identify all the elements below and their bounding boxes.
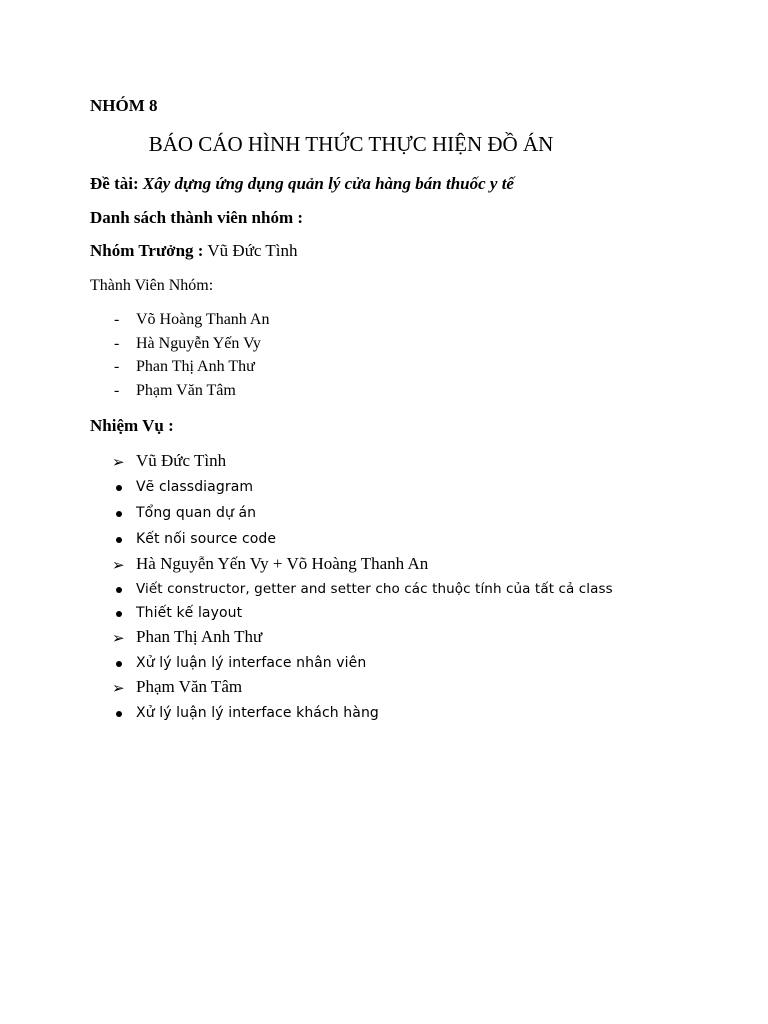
task-item: Thiết kế layout [136,605,243,621]
task-assignee: Vũ Đức Tình [136,451,227,470]
task-item: Tổng quan dự án [136,505,257,521]
member-name: Phan Thị Anh Thư [136,358,255,375]
bullet-icon [116,537,122,543]
bullet-icon [116,611,122,617]
bullet-icon [116,711,122,717]
task-item: Vẽ classdiagram [136,479,254,495]
members-label: Thành Viên Nhóm: [90,277,214,294]
task-assignee: Phạm Văn Tâm [136,677,243,696]
arrow-icon: ➢ [112,629,125,647]
task-assignee: Hà Nguyễn Yến Vy + Võ Hoàng Thanh An [136,554,429,573]
leader-line [90,241,298,261]
task-item: Xử lý luận lý interface khách hàng [136,705,379,721]
task-item: Viết constructor, getter and setter cho các thuộc tính của tất cả class [136,581,613,597]
member-name: Võ Hoàng Thanh An [136,311,270,328]
group-heading: NHÓM 8 [90,96,158,115]
topic-line [90,174,514,194]
leader-label: Nhóm Trưởng : [90,241,204,260]
task-item: Xử lý luận lý interface nhân viên [136,655,367,671]
arrow-icon: ➢ [112,679,125,697]
list-dash: - [114,358,120,375]
arrow-icon: ➢ [112,556,125,574]
topic-value: Xây dựng ứng dụng quản lý cửa hàng bán thuốc y tế [142,174,514,193]
arrow-icon: ➢ [112,453,125,471]
list-dash: - [114,311,120,328]
member-name: Hà Nguyễn Yến Vy [136,335,261,352]
task-assignee: Phan Thị Anh Thư [136,627,263,646]
bullet-icon [116,485,122,491]
leader-name: Vũ Đức Tình [207,241,298,260]
report-title: BÁO CÁO HÌNH THỨC THỰC HIỆN ĐỒ ÁN [148,132,554,156]
tasks-heading: Nhiệm Vụ : [90,416,174,435]
topic-label: Đề tài: [90,174,139,193]
list-dash: - [114,382,120,399]
bullet-icon [116,511,122,517]
bullet-icon [116,587,122,593]
bullet-icon [116,661,122,667]
member-name: Phạm Văn Tâm [136,382,236,399]
members-heading: Danh sách thành viên nhóm : [90,208,304,227]
task-item: Kết nối source code [136,531,277,547]
list-dash: - [114,335,120,352]
